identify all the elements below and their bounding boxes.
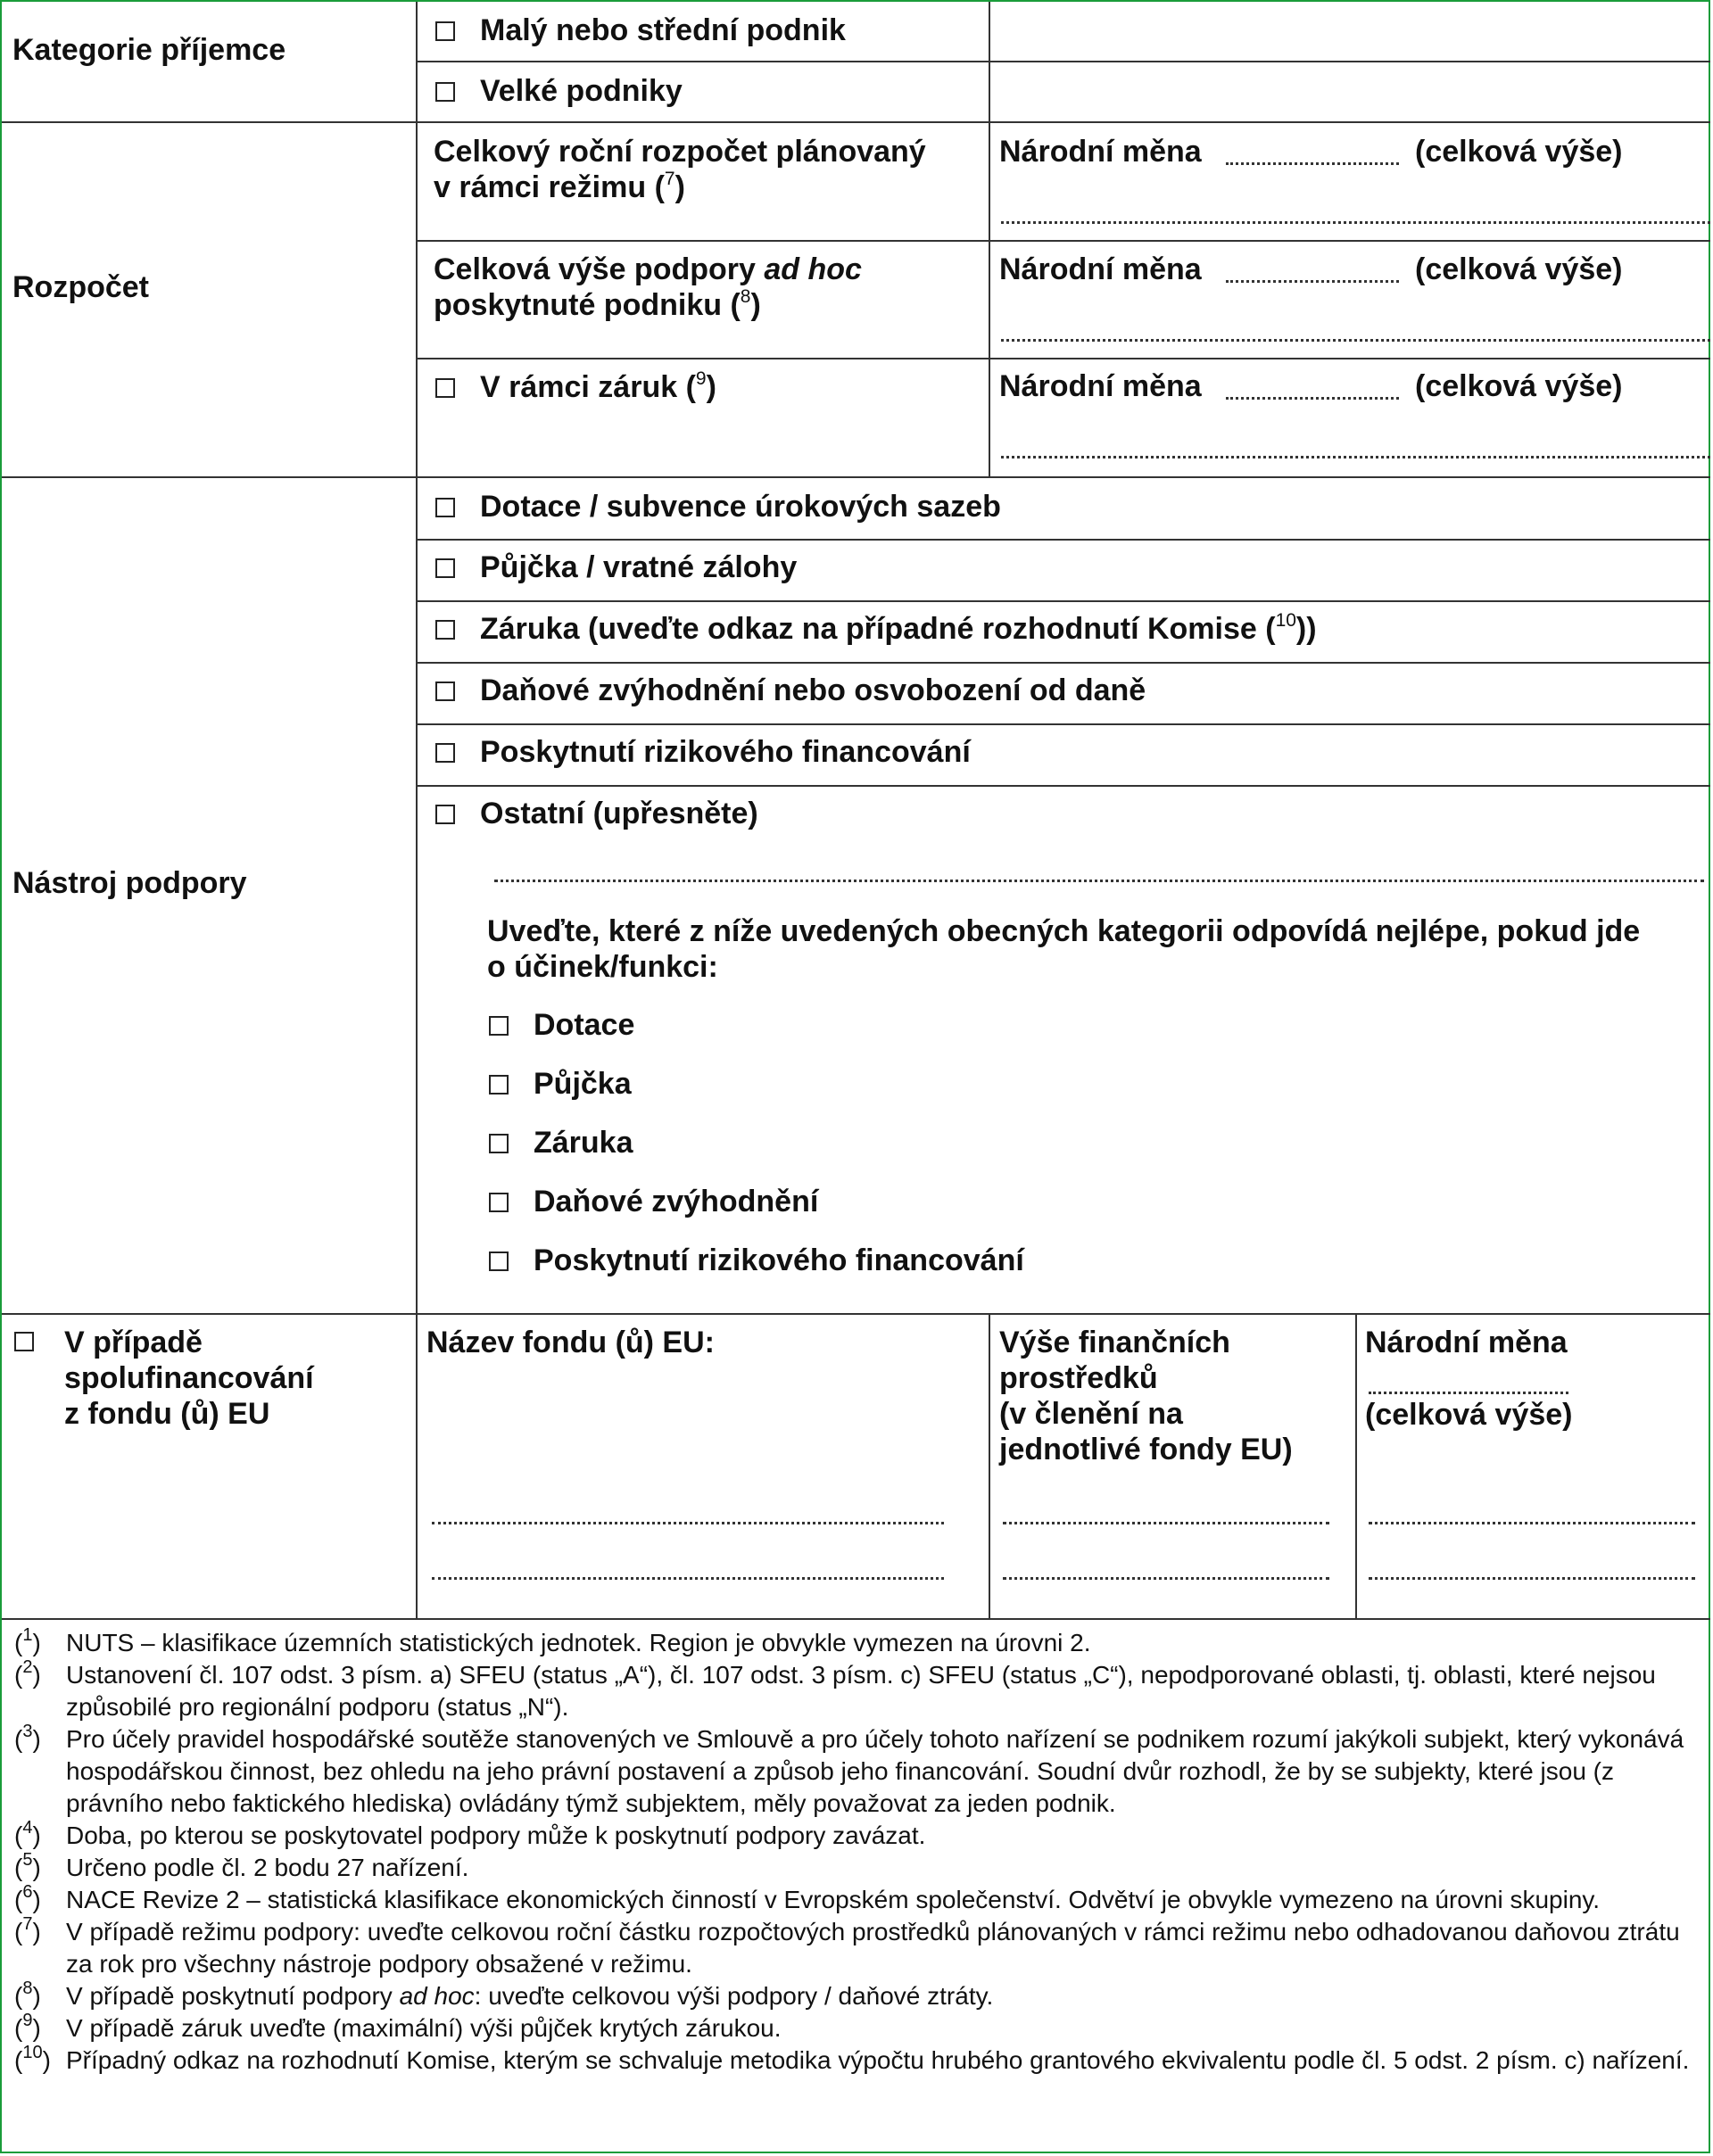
footnote: ($^4$) Doba, po kterou se poskytovatel podpory může k poskytnutí podpory zavázat. (14, 1818, 926, 1849)
checkbox[interactable] (14, 1332, 34, 1351)
total-label: (celková výše) (1415, 252, 1623, 286)
kategorie-label: Kategorie příjemce (12, 33, 286, 67)
adhoc-aid-label (434, 252, 862, 323)
rozpocet-label: Rozpočet (12, 270, 149, 304)
amount-input-line[interactable] (1001, 339, 1710, 342)
cofin-amount-input-line[interactable] (1369, 1522, 1695, 1524)
row-divider (2, 476, 1710, 478)
checkbox[interactable] (489, 1016, 509, 1036)
adhoc-emphasis: ad hoc (399, 1982, 475, 2010)
footnote-text: Ustanovení čl. 107 odst. 3 písm. a) SFEU (status „A“), čl. 107 odst. 3 písm. c) SFEU (status „C“), nepodporované oblasti, tj. oblasti, které nejsou způsobilé pro regionální podporu (status „N“). (66, 1661, 1656, 1721)
footnote-ref[interactable]: 9 (695, 368, 707, 389)
option-label: Dotace / subvence úrokových sazeb (480, 490, 1001, 524)
option-risk-finance[interactable] (435, 734, 971, 770)
footnote: ($^6$) NACE Revize 2 – statistická klasifikace ekonomických činností v Evropském společenství. Odvětví je obvykle vymezeno na úrovni skupiny. (14, 1882, 1601, 1913)
sub-option-grant[interactable] (489, 1007, 634, 1043)
option-label: Ostatní (upřesněte) (480, 797, 758, 830)
option-label: Půjčka (534, 1067, 632, 1101)
row-divider (416, 600, 1710, 602)
option-small-medium-enterprise[interactable] (435, 12, 846, 48)
checkbox[interactable] (489, 1251, 509, 1271)
footnote-text: V případě režimu podpory: uveďte celkovou roční částku rozpočtových prostředků plánovaných v rámci režimu nebo odhadovanou daňovou ztrátu za rok pro všechny nástroje podpory obsažené v režimu. (66, 1918, 1680, 1978)
row-divider (2, 121, 1710, 123)
annual-budget-label (434, 134, 926, 205)
currency-label: Národní měna (999, 252, 1202, 286)
row-divider (416, 539, 1710, 541)
checkbox[interactable] (435, 743, 455, 763)
checkbox[interactable] (489, 1193, 509, 1212)
adhoc-emphasis: ad hoc (764, 252, 862, 286)
footnote-text: Doba, po kterou se poskytovatel podpory může k poskytnutí podpory zavázat. (66, 1821, 926, 1849)
checkbox[interactable] (435, 378, 455, 398)
footnote-ref[interactable]: 10 (1275, 610, 1296, 631)
option-label: Daňové zvýhodnění nebo osvobození od daně (480, 673, 1146, 707)
currency-label: Národní měna (999, 135, 1202, 169)
footnote-number: 8 (22, 1978, 33, 1998)
currency-label: Národní měna (999, 369, 1202, 403)
financial-amount-input-line[interactable] (1003, 1522, 1329, 1524)
option-label: Poskytnutí rizikového financování (534, 1243, 1024, 1277)
option-guarantees[interactable] (435, 369, 716, 405)
row-divider (416, 723, 1710, 725)
footnote-ref[interactable]: 8 (740, 286, 751, 307)
checkbox[interactable] (489, 1134, 509, 1153)
footnote-text: NUTS – klasifikace územních statistických jednotek. Region je obvykle vymezen na úrovni 2. (66, 1629, 1091, 1656)
amount-input-line[interactable] (1226, 397, 1399, 400)
footnote-text: V případě záruk uveďte (maximální) výši půjček krytých zárukou. (66, 2014, 782, 2042)
cofinancing-label-line: z fondu (ů) EU (64, 1397, 270, 1431)
footnote-text: NACE Revize 2 – statistická klasifikace ekonomických činností v Evropském společenství. Odvětví je obvykle vymezeno na úrovni skupiny. (66, 1886, 1601, 1913)
sub-option-tax-advantage[interactable] (489, 1184, 818, 1219)
option-large-enterprise[interactable] (435, 73, 683, 109)
option-label: Poskytnutí rizikového financování (480, 735, 971, 769)
option-label: Dotace (534, 1008, 635, 1042)
footnote-number: 6 (22, 1882, 33, 1902)
category-question (487, 913, 1640, 985)
footnote-text: V případě poskytnutí podpory (66, 1982, 400, 2010)
paren: )) (1295, 612, 1317, 646)
option-label: Záruka (534, 1126, 633, 1160)
amount-label-line: Výše finančních (999, 1326, 1230, 1359)
column-divider (989, 1313, 990, 1618)
cofinancing-option[interactable] (14, 1325, 314, 1432)
footnote: ($^2$) Ustanovení čl. 107 odst. 3 písm. a) SFEU (status „A“), čl. 107 odst. 3 písm. c) SFEU (status „C“), nepodporované oblasti, tj. oblasti, které nejsou způsobilé pro regionální podporu (status „N“). (14, 1657, 1656, 1721)
cofinancing-label-line: spolufinancování (64, 1361, 314, 1395)
checkbox[interactable] (435, 558, 455, 578)
footnote-number: 10 (22, 2043, 43, 2062)
footnote: ($^{10}$) Případný odkaz na rozhodnutí Komise, kterým se schvaluje metodika výpočtu hrubého grantového ekvivalentu podle čl. 5 odst. 2 písm. c) nařízení. (14, 2043, 1690, 2074)
row-divider (2, 1618, 1710, 1620)
total-label: (celková výše) (1415, 369, 1623, 403)
row-divider (416, 785, 1710, 787)
column-divider (416, 2, 418, 1618)
footnote: ($^5$) Určeno podle čl. 2 bodu 27 nařízení. (14, 1850, 469, 1881)
sub-option-guarantee[interactable] (489, 1125, 633, 1161)
footnote-number: 5 (22, 1850, 33, 1870)
footnote: ($^8$) V případě poskytnutí podpory ad hoc: uveďte celkovou výši podpory / daňové ztráty. (14, 1978, 994, 2010)
footnote-number: 1 (22, 1625, 33, 1645)
eu-fund-name-label: Název fondu (ů) EU: (426, 1326, 715, 1359)
checkbox[interactable] (435, 805, 455, 824)
row-divider (416, 358, 1710, 359)
cofin-currency-label: Národní měna (1365, 1326, 1568, 1359)
paren: ) (706, 370, 716, 404)
amount-label-line: prostředků (999, 1361, 1158, 1395)
option-tax-advantage[interactable] (435, 673, 1146, 708)
checkbox[interactable] (435, 681, 455, 701)
paren: ) (674, 170, 685, 204)
row-divider (416, 240, 1710, 242)
option-grant[interactable] (435, 489, 1001, 525)
adhoc-aid-line2: poskytnuté podniku ( (434, 288, 741, 322)
sub-option-risk-finance[interactable] (489, 1243, 1024, 1278)
cofin-total-label: (celková výše) (1365, 1398, 1573, 1432)
row-divider (2, 1313, 1710, 1315)
footnote: ($^3$) Pro účely pravidel hospodářské soutěže stanovených ve Smlouvě a pro účely tohoto nařízení se podnikem rozumí jakýkoli subjekt, který vykonává hospodářskou činnost, bez ohledu na jeho právní postavení a způsob jeho financování. Soudní dvůr rozhodl, že by se subjekty, které jsou (z právního nebo faktického hlediska) ovládány týmž subjektem, měly považovat za jeden podnik. (14, 1722, 1684, 1817)
amount-input-line[interactable] (1001, 221, 1710, 224)
cofinancing-label-line: V případě (64, 1326, 203, 1359)
footnote-number: 7 (22, 1914, 33, 1934)
checkbox[interactable] (489, 1075, 509, 1095)
row-divider (416, 662, 1710, 664)
footnote-text: Případný odkaz na rozhodnutí Komise, kterým se schvaluje metodika výpočtu hrubého grantového ekvivalentu podle čl. 5 odst. 2 písm. c) nařízení. (66, 2046, 1690, 2074)
option-other[interactable] (435, 796, 758, 831)
sub-option-loan[interactable] (489, 1066, 632, 1102)
nastroj-label: Nástroj podpory (12, 866, 247, 900)
footnote-text: Pro účely pravidel hospodářské soutěže stanovených ve Smlouvě a pro účely tohoto nařízení se podnikem rozumí jakýkoli subjekt, který vykonává hospodářskou činnost, bez ohledu na jeho právní postavení a způsob jeho financování. Soudní dvůr rozhodl, že by se subjekty, které jsou (z právního nebo faktického hlediska) ovládány týmž subjektem, měly považovat za jeden podnik. (66, 1725, 1684, 1817)
option-label: Půjčka / vratné zálohy (480, 550, 798, 584)
checkbox[interactable] (435, 21, 455, 41)
checkbox[interactable] (435, 498, 455, 517)
footnote-text: : uveďte celkovou výši podpory / daňové ztráty. (474, 1982, 994, 2010)
footnote: ($^9$) V případě záruk uveďte (maximální) výši půjček krytých zárukou. (14, 2011, 782, 2042)
eu-fund-name-input-line[interactable] (432, 1522, 944, 1524)
option-label: V rámci záruk ( (480, 370, 696, 404)
adhoc-aid-line1: Celková výše podpory (434, 252, 765, 286)
cofin-amount-input-line[interactable] (1369, 1577, 1695, 1580)
footnote-number: 9 (22, 2011, 33, 2030)
footnote-number: 3 (22, 1722, 33, 1741)
footnote-number: 4 (22, 1818, 33, 1838)
paren: ) (750, 288, 761, 322)
amount-label-line: (v členění na (999, 1397, 1183, 1431)
footnotes (14, 1627, 1692, 2077)
option-loan[interactable] (435, 549, 797, 585)
financial-amount-label (999, 1325, 1293, 1467)
option-label: Záruka (uveďte odkaz na případné rozhodnutí Komise ( (480, 612, 1276, 646)
question-line: o účinek/funkci: (487, 950, 718, 984)
amount-input-line[interactable] (1226, 162, 1399, 165)
column-divider (989, 2, 990, 476)
total-label: (celková výše) (1415, 135, 1623, 169)
column-divider (1355, 1313, 1357, 1618)
row-divider (416, 61, 1710, 62)
checkbox[interactable] (435, 620, 455, 640)
cofin-currency-input-line[interactable] (1369, 1392, 1568, 1394)
other-specify-input-line[interactable] (494, 880, 1704, 882)
option-label: Velké podniky (480, 74, 683, 108)
footnote: ($^7$) V případě režimu podpory: uveďte celkovou roční částku rozpočtových prostředků plánovaných v rámci režimu nebo odhadovanou daňovou ztrátu za rok pro všechny nástroje podpory obsažené v režimu. (14, 1914, 1680, 1978)
checkbox[interactable] (435, 82, 455, 102)
financial-amount-input-line[interactable] (1003, 1577, 1329, 1580)
amount-input-line[interactable] (1226, 280, 1399, 283)
footnote-ref[interactable]: 7 (664, 169, 675, 189)
annual-budget-line1: Celkový roční rozpočet plánovaný (434, 135, 926, 169)
footnote-text: Určeno podle čl. 2 bodu 27 nařízení. (66, 1854, 469, 1881)
question-line: Uveďte, které z níže uvedených obecných kategorii odpovídá nejlépe, pokud jde (487, 914, 1641, 948)
option-label: Daňové zvýhodnění (534, 1185, 819, 1218)
footnote: ($^1$) NUTS – klasifikace územních statistických jednotek. Region je obvykle vymezen na úrovni 2. (14, 1625, 1091, 1656)
amount-input-line[interactable] (1001, 456, 1710, 458)
footnote-number: 2 (22, 1657, 33, 1677)
option-guarantee[interactable] (435, 611, 1317, 647)
eu-fund-name-input-line[interactable] (432, 1577, 944, 1580)
amount-label-line: jednotlivé fondy EU) (999, 1433, 1293, 1466)
annual-budget-line2: v rámci režimu ( (434, 170, 665, 204)
option-label: Malý nebo střední podnik (480, 13, 846, 47)
